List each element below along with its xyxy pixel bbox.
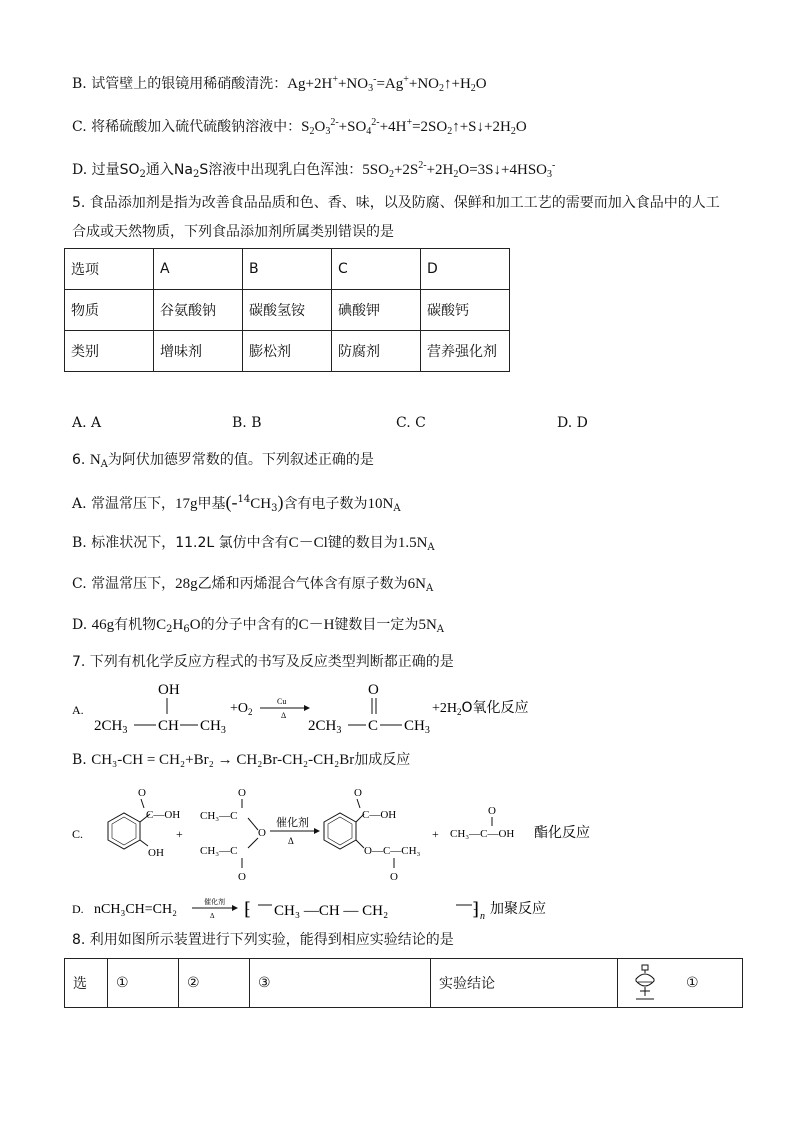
table-cell: 膨松剂 — [243, 331, 332, 372]
q7-c-prod-o: O — [354, 787, 362, 799]
table-cell: ① — [108, 959, 179, 1008]
q7-d-bracket-right: ⁆ — [472, 899, 480, 919]
table-row — [65, 290, 510, 331]
q7-c-prod-o2: O — [390, 871, 398, 883]
q8-figure-label: ① — [686, 975, 699, 991]
q7-a-cond-bot: Δ — [281, 711, 287, 720]
table-cell: 选项 — [65, 249, 154, 290]
table-row — [65, 959, 743, 1008]
q7-option-a-equation — [72, 680, 632, 740]
q7-c-delta: Δ — [288, 836, 294, 846]
table-cell: 防腐剂 — [332, 331, 421, 372]
q7-d-bracket-left: ⁅ — [244, 899, 252, 919]
q7-option-c-equation — [72, 786, 632, 886]
q6-option-d: D. 46g有机物$C_2H_6O$的分子中含有的C－H键数目一定为$5N_A$ — [72, 617, 445, 635]
q5-table — [64, 248, 510, 372]
table-cell: D — [421, 249, 510, 290]
q7-c-plus: + — [176, 827, 183, 841]
q7-c-acid-o: O — [488, 805, 496, 817]
q7-a-o: O — [368, 682, 379, 698]
bond-line — [356, 840, 364, 848]
q7-a-label: A. — [72, 703, 84, 717]
q7-c-catalyst: 催化剂 — [276, 817, 309, 829]
q7-a-p-left: $2CH_3$ — [308, 718, 342, 736]
q5-stem-line2: 合成或天然物质，下列食品添加剂所属类别错误的是 — [72, 224, 394, 240]
bond-line — [248, 838, 258, 848]
q7-c-ch3a: CH₃—C — [200, 810, 238, 822]
q5-option-c: C. C — [396, 415, 426, 431]
q4-b-equation: $Ag+2H^++NO_3^-=Ag^++NO_2↑+H_2O$ — [287, 74, 487, 94]
table-cell: A — [154, 249, 243, 290]
table-cell: B — [243, 249, 332, 290]
table-cell: 碘酸钾 — [332, 290, 421, 331]
q7-d-label: D. — [72, 902, 84, 916]
q7-a-oh: OH — [158, 682, 180, 698]
q7-c-plus2: + — [432, 827, 439, 841]
separatory-funnel-icon — [626, 963, 686, 1003]
arrow-head — [304, 705, 310, 711]
q7-a-tail: $+2H_2O$氧化反应 — [432, 700, 529, 717]
table-cell: 碳酸氢铵 — [243, 290, 332, 331]
table-cell: 增味剂 — [154, 331, 243, 372]
bond-line — [357, 799, 360, 808]
q8-figure-cell — [618, 959, 743, 1008]
arrow-head — [314, 828, 320, 834]
benzene-inner — [112, 817, 136, 845]
table-cell: 选 — [65, 959, 108, 1008]
q7-d-product: CH₃ —CH — CH₂ — [274, 903, 389, 919]
table-cell: C — [332, 249, 421, 290]
q5-option-a: A. A — [72, 415, 102, 431]
q4-d-equation: $5SO_2+2S^{2-}+2H_2O=3S↓+4HSO_3^-$ — [362, 160, 556, 180]
q4-c-equation: $S_2O_3^{2-}+SO_4^{2-}+4H^+=2SO_2↑+S↓+2H_2O$ — [301, 117, 527, 137]
q7-c-oh: OH — [148, 847, 164, 859]
q7-a-cond-top: Cu — [277, 697, 287, 706]
q7-c-o-top: O — [138, 787, 146, 799]
q7-a-p-right: $CH_3$ — [404, 718, 430, 736]
benzene-ring — [108, 813, 140, 849]
table-cell: 实验结论 — [431, 959, 618, 1008]
q5-stem-line1: 5. 食品添加剂是指为改善食品品质和色、香、味，以及防腐、保鲜和加工工艺的需要而加入食品中的人工 — [72, 195, 720, 211]
q5-option-d: D. D — [557, 415, 588, 431]
q7-c-prod-cooh: C—OH — [362, 809, 397, 821]
q6-stem: 6. $N_A$为阿伏加德罗常数的值。下列叙述正确的是 — [72, 452, 374, 470]
q7-option-d-equation — [72, 893, 572, 923]
table-cell: ③ — [250, 959, 431, 1008]
table-cell: 碳酸钙 — [421, 290, 510, 331]
benzene-inner — [328, 817, 352, 845]
q8-table — [64, 958, 743, 1008]
table-row — [65, 249, 510, 290]
q7-d-type: 加聚反应 — [490, 902, 546, 917]
table-row — [65, 331, 510, 372]
arrow-head — [232, 905, 238, 911]
q7-a-right: $CH_3$ — [200, 718, 226, 736]
q6-option-b: B. 标准状况下，11.2L 氯仿中含有C－Cl键的数目为$1.5N_A$ — [72, 535, 435, 553]
q7-c-o-bridge: O — [258, 827, 266, 839]
q4-option-c: C. 将稀硫酸加入硫代硫酸钠溶液中：$S_2O_3^{2-}+SO_4^{2-}+4H^+=2SO_2↑+S↓+2H_2O$ — [72, 117, 527, 137]
table-cell: 谷氨酸钠 — [154, 290, 243, 331]
q7-a-mid: CH — [158, 718, 179, 734]
q6-option-c: C. 常温常压下，28g乙烯和丙烯混合气体含有原子数为$6N_A$ — [72, 576, 434, 594]
q7-c-label: C. — [72, 827, 84, 841]
q7-a-left: $2CH_3$ — [94, 718, 128, 736]
q4-option-b: B. 试管壁上的银镜用稀硝酸清洗：$Ag+2H^++NO_3^-=Ag^++NO_2↑+H_2O$ — [72, 74, 487, 94]
bond-line — [248, 818, 258, 830]
q4-option-d: D. 过量$SO_2$通入$Na_2S$溶液中出现乳白色浑浊：$5SO_2+2S^{2-}+2H_2O=3S↓+4HSO_3^-$ — [72, 160, 556, 180]
q7-c-type: 酯化反应 — [534, 826, 590, 841]
benzene-ring — [324, 813, 356, 849]
q7-d-n: n — [480, 911, 485, 922]
q6-option-a: A. 常温常压下，17g甲基$(-^{14}CH_3)$含有电子数为$10N_A$ — [72, 492, 401, 514]
q7-d-reactant: nCH₃CH=CH₂ — [94, 902, 178, 917]
table-cell: 类别 — [65, 331, 154, 372]
bond-line — [141, 799, 144, 808]
q7-c-acid: CH₃—C—OH — [450, 828, 515, 840]
q7-c-prod-ester: O—C—CH₃ — [364, 845, 421, 857]
table-cell: ② — [179, 959, 250, 1008]
q7-d-delta: Δ — [210, 912, 215, 920]
bond-line — [140, 840, 148, 846]
q7-a-p-c: C — [368, 718, 379, 734]
q7-stem: 7. 下列有机化学反应方程式的书写及反应类型判断都正确的是 — [72, 654, 454, 670]
q7-d-catalyst: 催化剂 — [204, 898, 225, 906]
q7-c-ch3b: CH₃—C — [200, 845, 238, 857]
q7-c-o1: O — [238, 787, 246, 799]
q7-option-b: B. CH₃-CH = CH₂+Br₂ → CH₂Br-CH₂-CH₂Br加成反应 — [72, 752, 411, 768]
q7-c-o2: O — [238, 871, 246, 883]
q5-option-b: B. B — [232, 415, 262, 431]
q7-a-o2: $+O_2$ — [230, 701, 253, 717]
table-cell: 物质 — [65, 290, 154, 331]
table-cell: 营养强化剂 — [421, 331, 510, 372]
q7-c-cooh: C—OH — [146, 809, 181, 821]
q8-stem: 8. 利用如图所示装置进行下列实验，能得到相应实验结论的是 — [72, 932, 454, 948]
